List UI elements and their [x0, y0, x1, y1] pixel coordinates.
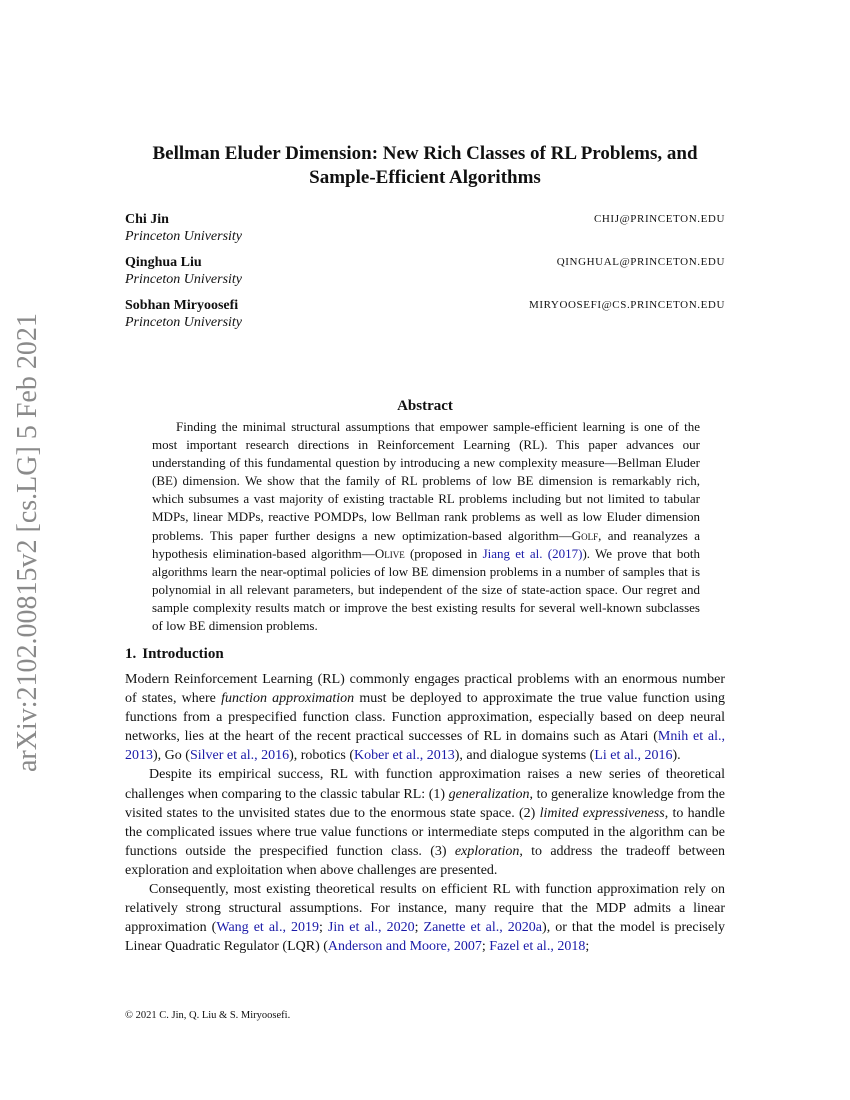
- text: , to handle the complicated issues where true value functions or intermediate steps computed in the algorithm can be functions outside the prespecified function class. (3): [125, 805, 725, 859]
- text: must be deployed to approximate the true value function using functions from a prespecified function class. Function approximation, especially based on deep neural networks, lies at the heart of the recent practical successes of RL in domains such as Atari (: [125, 691, 725, 745]
- emphasis: exploration: [454, 843, 520, 859]
- text: Despite its empirical success, RL with function approximation raises a new series of theoretical challenges when comparing to the classic tabular RL: (1): [125, 767, 725, 802]
- section-heading: [125, 644, 224, 664]
- section-number: 1.: [125, 646, 137, 662]
- author-affiliation: Princeton University: [125, 229, 243, 244]
- emphasis: function approximation: [221, 691, 355, 707]
- text: ).: [672, 748, 681, 764]
- author-email[interactable]: QINGHUAL@PRINCETON.EDU: [556, 256, 725, 268]
- paper-title: Bellman Eluder Dimension: New Rich Classes of RL Problems, and Sample-Efficient Algorithms: [152, 143, 698, 188]
- citation-link[interactable]: Jin et al., 2020: [327, 920, 415, 936]
- text: ;: [318, 920, 328, 936]
- author-block: [125, 254, 725, 288]
- abstract-text-part: ). We prove that both algorithms learn the near-optimal policies of low BE dimension problems in a number of samples that is polynomial in all relevant parameters, but independent of the size of state-action space. Our regret and sample complexity results match or improve the best existing results for several well-known subclasses of low BE dimension problems.: [152, 545, 700, 634]
- text: ), Go (: [153, 748, 190, 764]
- author-email[interactable]: MIRYOOSEFI@CS.PRINCETON.EDU: [528, 299, 725, 311]
- emphasis: generalization: [448, 786, 530, 802]
- copyright-footer: © 2021 C. Jin, Q. Liu & S. Miryoosefi.: [125, 1010, 291, 1021]
- paragraph: [125, 880, 725, 956]
- text: ), robotics (: [289, 748, 355, 764]
- emphasis: limited expressiveness: [539, 805, 665, 821]
- citation-link[interactable]: Zanette et al., 2020a: [423, 920, 543, 936]
- author-affiliation: Princeton University: [125, 315, 243, 330]
- author-name: Qinghua Liu: [125, 255, 202, 270]
- text: Consequently, most existing theoretical results on efficient RL with function approximation rely on relatively strong structural assumptions. For instance, many require that the MDP admits a linear approximation (: [125, 882, 725, 936]
- algorithm-name-olive: Olive: [374, 545, 405, 561]
- citation-link[interactable]: Anderson and Moore, 2007: [327, 939, 482, 955]
- author-affiliation: Princeton University: [125, 272, 243, 287]
- text: ), or that the model is precisely Linear Quadratic Regulator (LQR) (: [125, 920, 726, 955]
- text: , to generalize knowledge from the visited states to the unvisited states due to the enormous state space. (2): [125, 786, 725, 821]
- text: ;: [585, 939, 590, 955]
- abstract-text: [152, 418, 700, 635]
- citation-link[interactable]: Kober et al., 2013: [354, 748, 455, 764]
- abstract-heading: Abstract: [397, 398, 453, 414]
- citation-link[interactable]: Fazel et al., 2018: [489, 939, 586, 955]
- paragraph: [125, 670, 725, 765]
- citation-link[interactable]: Silver et al., 2016: [189, 748, 290, 764]
- citation-link[interactable]: Li et al., 2016: [594, 748, 673, 764]
- citation-link[interactable]: Mnih et al., 2013: [125, 729, 725, 764]
- text: ), and dialogue systems (: [454, 748, 595, 764]
- author-block: [125, 211, 725, 245]
- author-name: Chi Jin: [125, 212, 169, 227]
- author-email[interactable]: CHIJ@PRINCETON.EDU: [593, 213, 725, 225]
- author-name: Sobhan Miryoosefi: [125, 298, 239, 313]
- abstract-text-part: (proposed in: [404, 545, 483, 561]
- section-title: Introduction: [142, 646, 224, 662]
- introduction-body: [125, 670, 725, 956]
- text: Modern Reinforcement Learning (RL) commonly engages practical problems with an enormous number of states, where: [125, 672, 725, 707]
- author-block: [125, 297, 725, 331]
- arxiv-stamp: arXiv:2102.00815v2 [cs.LG] 5 Feb 2021: [12, 313, 43, 772]
- citation-link[interactable]: Jiang et al. (2017): [482, 545, 583, 561]
- text: , to address the tradeoff between exploration and exploitation when above challenges are presented.: [125, 843, 726, 878]
- algorithm-name-golf: Golf: [571, 527, 599, 543]
- citation-link[interactable]: Wang et al., 2019: [216, 920, 319, 936]
- paragraph: [125, 765, 725, 880]
- abstract-text-part: Finding the minimal structural assumptions that empower sample-efficient learning is one of the most important research directions in Reinforcement Learning (RL). This paper advances our understanding of this fundamental question by introducing a new complexity measure—Bellman Eluder (BE) dimension. We show that the family of RL problems of low BE dimension is remarkably rich, which subsumes a vast majority of existing tractable RL problems including but not limited to tabular MDPs, linear MDPs, reactive POMDPs, low Bellman rank problems as well as low Eluder dimension problems. This paper further designs a new optimization-based algorithm—: [152, 419, 700, 543]
- abstract-text-part: , and reanalyzes a hypothesis elimination-based algorithm—: [152, 527, 700, 561]
- text: ;: [481, 939, 490, 955]
- text: ;: [414, 920, 424, 936]
